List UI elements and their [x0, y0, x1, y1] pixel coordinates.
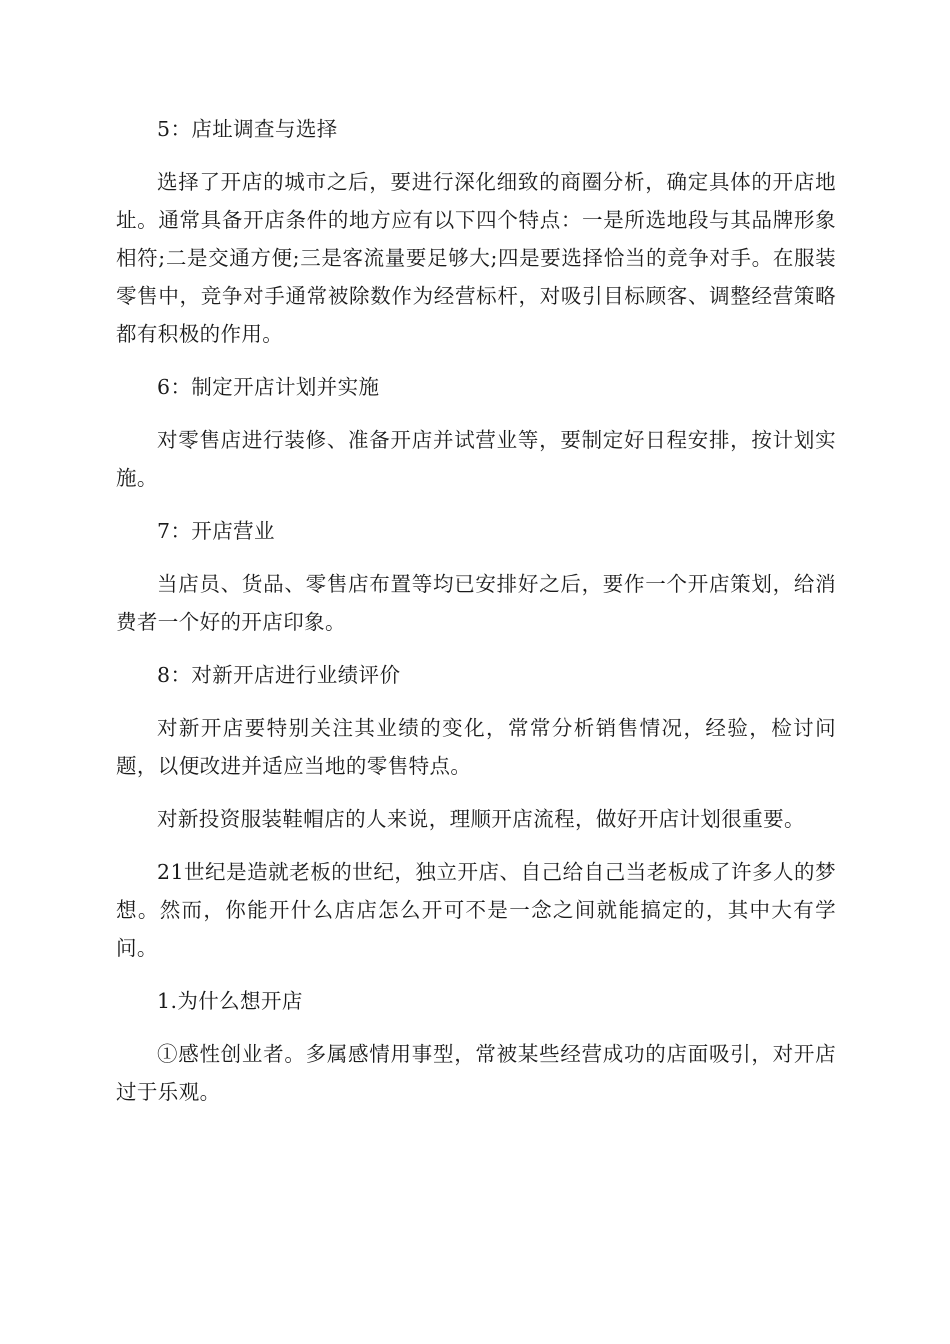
section-6-body: 对零售店进行装修、准备开店并试营业等，要制定好日程安排，按计划实施。 — [116, 428, 836, 490]
intro-paragraph: 21世纪是造就老板的世纪，独立开店、自己给自己当老板成了许多人的梦想。然而，你能开什么店店怎么开可不是一念之间就能搞定的，其中大有学问。 — [116, 860, 836, 960]
section-heading-8: 8：对新开店进行业绩评价 — [157, 663, 401, 687]
section-heading-7: 7：开店营业 — [157, 519, 275, 543]
section-heading-5: 5：店址调查与选择 — [157, 117, 338, 141]
document-body — [116, 110, 836, 1126]
section-5-body: 选择了开店的城市之后，要进行深化细致的商圈分析，确定具体的开店地址。通常具备开店条件的地方应有以下四个特点：一是所选地段与其品牌形象相符;二是交通方便;三是客流量要足够大;四是要选择恰当的竞争对手。在服装零售中，竞争对手通常被除数作为经营标杆，对吸引目标顾客、调整经营策略都有积极的作用。 — [116, 170, 836, 346]
section-8-body: 对新开店要特别关注其业绩的变化，常常分析销售情况，经验，检讨问题，以便改进并适应当地的零售特点。 — [116, 716, 836, 778]
section-7-body: 当店员、货品、零售店布置等均已安排好之后，要作一个开店策划，给消费者一个好的开店印象。 — [116, 572, 836, 634]
section-heading-6: 6：制定开店计划并实施 — [157, 375, 380, 399]
summary-paragraph: 对新投资服装鞋帽店的人来说，理顺开店流程，做好开店计划很重要。 — [157, 807, 805, 831]
question-heading-1: 1.为什么想开店 — [157, 989, 303, 1013]
point-1-body: ①感性创业者。多属感情用事型，常被某些经营成功的店面吸引，对开店过于乐观。 — [116, 1042, 836, 1104]
